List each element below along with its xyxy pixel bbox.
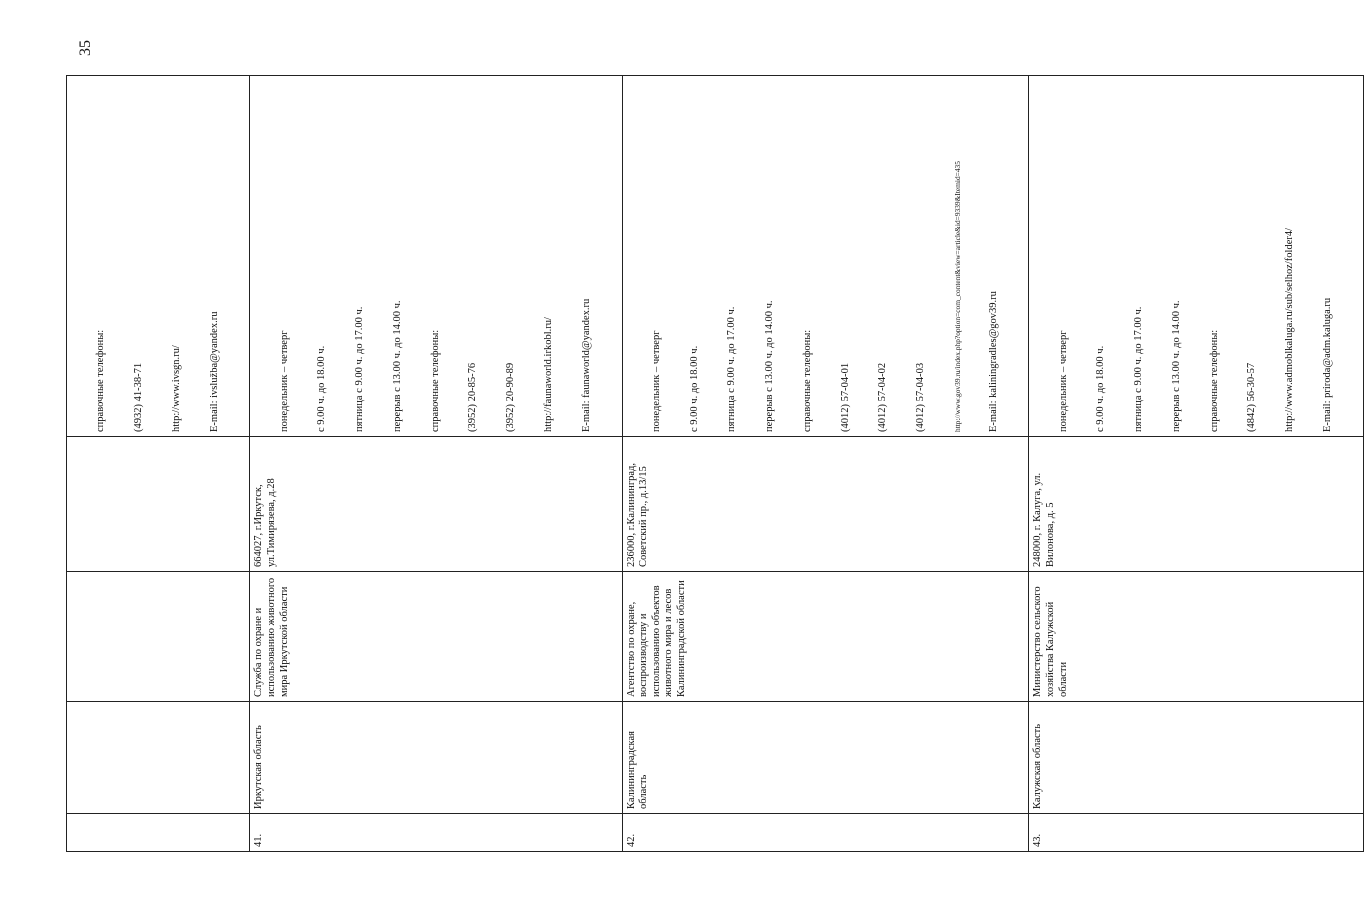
contact-link[interactable]: http://faunaworld.irkobl.ru/ <box>542 317 554 432</box>
contact-line: перерыв с 13.00 ч. до 14.00 ч. <box>764 300 776 432</box>
cell-region <box>67 702 250 814</box>
contact-link[interactable]: http://www.gov39.ru/index.php?option=com_content&view=article&id=9339&Itemid=435 <box>952 161 962 432</box>
contact-line: справочные телефоны: <box>429 329 441 432</box>
table-row <box>250 76 622 852</box>
cell-num: 42. <box>622 814 1029 852</box>
table-row <box>622 76 1029 852</box>
contact-line: с 9.00 ч. до 18.00 ч. <box>316 345 328 432</box>
cell-contacts <box>250 76 622 437</box>
contact-link[interactable]: http://www.admoblkaluga.ru/sub/selhoz/folder4/ <box>1284 227 1296 432</box>
contact-line: пятница с 9.00 ч. до 17.00 ч. <box>1133 306 1145 432</box>
contact-line: (4012) 57-04-01 <box>839 362 851 432</box>
cell-agency: Служба по охране и использованию животного мира Иркутской области <box>250 572 622 702</box>
contact-line: пятница с 9.00 ч. до 17.00 ч. <box>354 306 366 432</box>
rotated-document-page <box>66 36 1333 852</box>
contact-line: перерыв с 13.00 ч. до 14.00 ч. <box>1170 300 1182 432</box>
contact-line: понедельник – четверг <box>278 330 290 432</box>
contact-email[interactable]: E-mail: priroda@adm.kaluga.ru <box>1322 297 1333 432</box>
contacts-table <box>66 75 1364 852</box>
table-row-continued <box>67 76 250 852</box>
cell-agency: Министерство сельского хозяйства Калужской области <box>1029 572 1363 702</box>
contact-line: справочные телефоны: <box>1208 329 1220 432</box>
contact-line: понедельник – четверг <box>1057 330 1069 432</box>
cell-agency <box>67 572 250 702</box>
contact-line: (4012) 57-04-03 <box>915 362 927 432</box>
contact-line: понедельник – четверг <box>650 330 662 432</box>
table-row <box>1029 76 1363 852</box>
cell-region: Калужская область <box>1029 702 1363 814</box>
contact-line: перерыв с 13.00 ч. до 14.00 ч. <box>391 300 403 432</box>
cell-contacts <box>67 76 250 437</box>
contact-email[interactable]: E-mail: kaliningradles@gov39.ru <box>987 291 999 432</box>
contact-line: с 9.00 ч. до 18.00 ч. <box>1095 345 1107 432</box>
contact-line: (4842) 56-30-57 <box>1246 362 1258 432</box>
cell-address: 248000, г. Калуга, ул. Вилонова, д. 5 <box>1029 437 1363 572</box>
contact-email[interactable]: E-mail: faunaworld@yandex.ru <box>580 298 592 432</box>
cell-region: Иркутская область <box>250 702 622 814</box>
contact-line: с 9.00 ч. до 18.00 ч. <box>688 345 700 432</box>
cell-num: 43. <box>1029 814 1363 852</box>
cell-address: 236000, г.Калининград, Советский пр., д.13/15 <box>622 437 1029 572</box>
contact-line: справочные телефоны: <box>801 329 813 432</box>
cell-num: 41. <box>250 814 622 852</box>
contact-line: (3952) 20-85-76 <box>467 362 479 432</box>
contact-line: (4012) 57-04-02 <box>877 362 889 432</box>
contact-line: справочные телефоны: <box>95 329 107 432</box>
cell-address <box>67 437 250 572</box>
contact-email[interactable]: E-mail: ivslužba@yandex.ru <box>208 311 220 432</box>
cell-address: 664027, г.Иркутск, ул.Тимирязева, д.28 <box>250 437 622 572</box>
page-number: 35 <box>77 40 94 56</box>
cell-num <box>67 814 250 852</box>
cell-contacts <box>1029 76 1363 437</box>
cell-agency: Агентство по охране, воспроизводству и использованию объектов животного мира и лесов Калининградской области <box>622 572 1029 702</box>
cell-region: Калининградская область <box>622 702 1029 814</box>
contact-line: (3952) 20-90-89 <box>505 362 517 432</box>
cell-contacts <box>622 76 1029 437</box>
contact-link[interactable]: http://www.ivsgn.ru/ <box>170 345 182 432</box>
contact-line: (4932) 41-38-71 <box>132 362 144 432</box>
contact-line: пятница с 9.00 ч. до 17.00 ч. <box>726 306 738 432</box>
